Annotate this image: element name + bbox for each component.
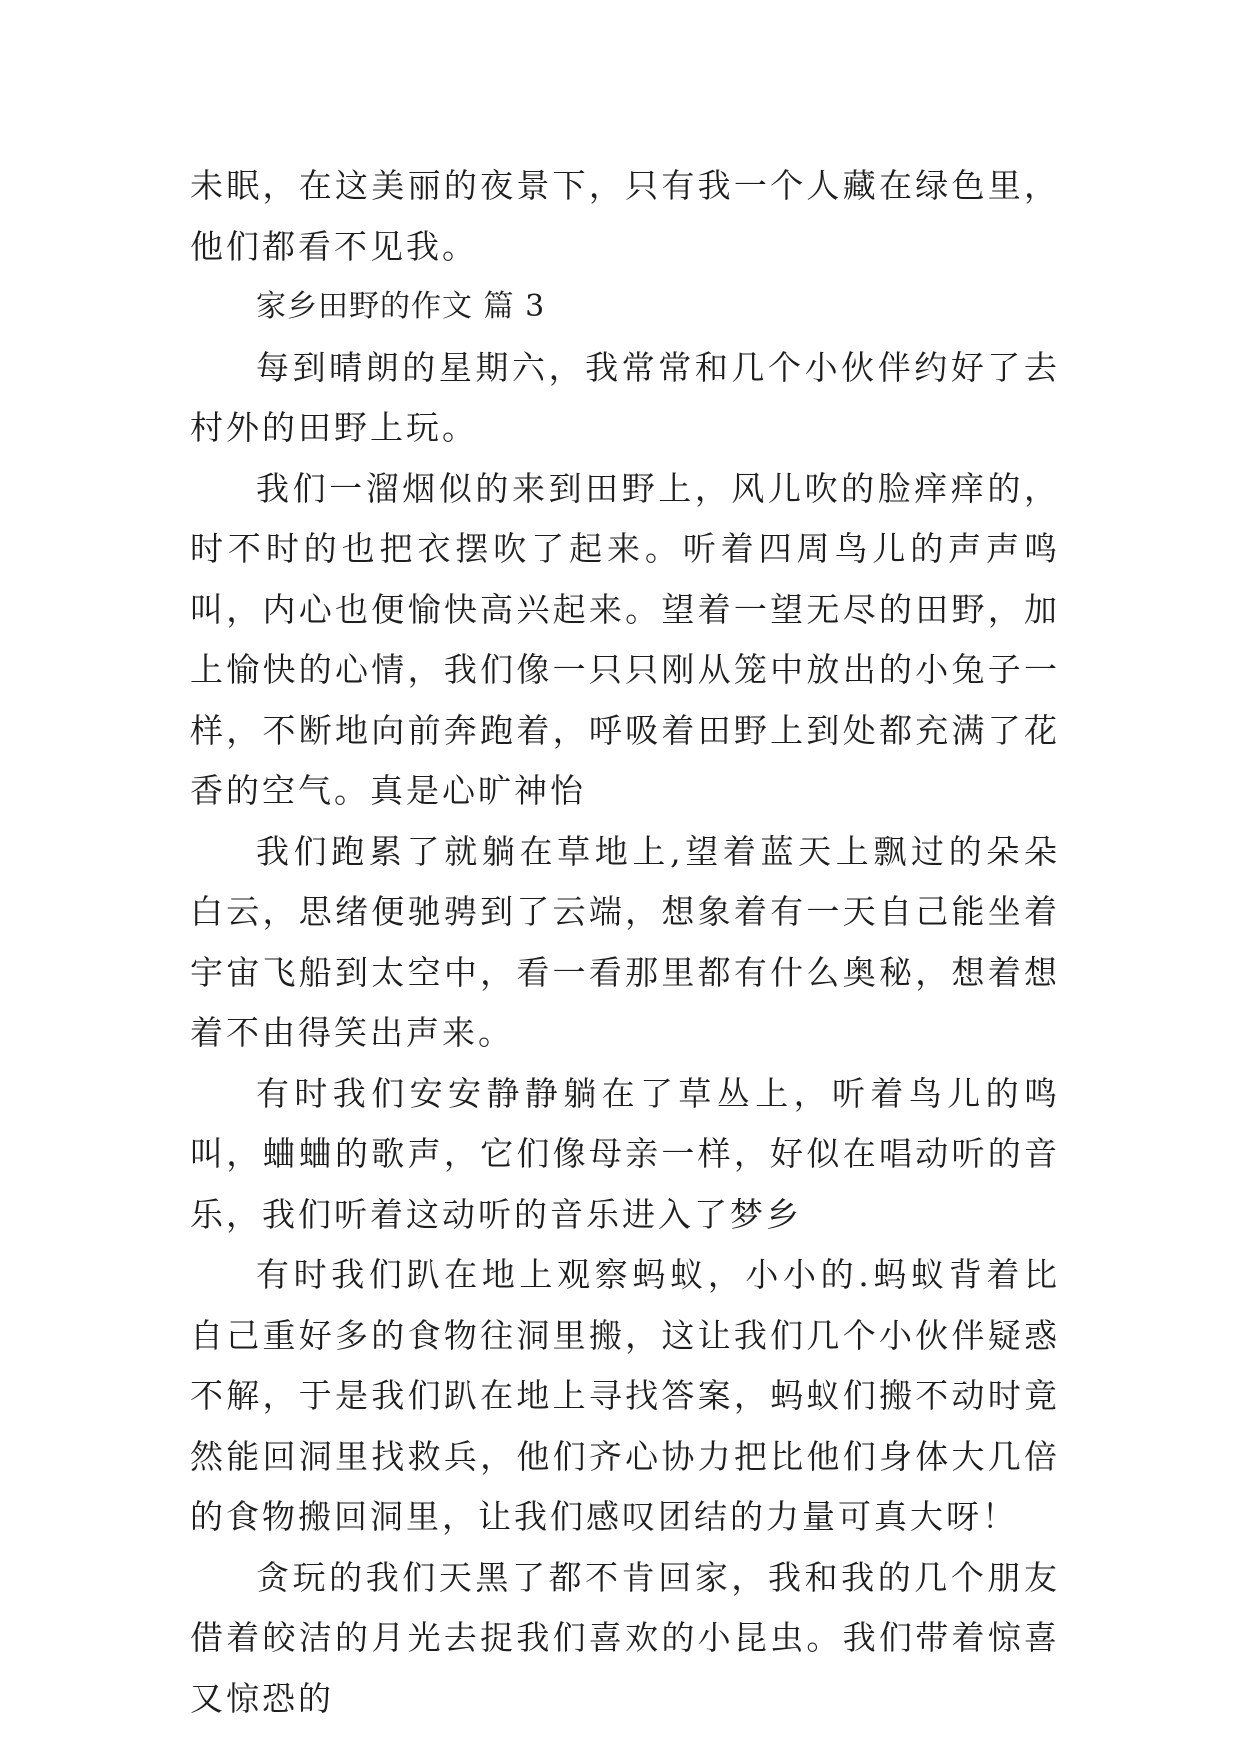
paragraph: 我们一溜烟似的来到田野上，风儿吹的脸痒痒的，时不时的也把衣摆吹了起来。听着四周鸟儿的声声鸣叫，内心也便愉快高兴起来。望着一望无尽的田野，加上愉快的心情，我们像一只只刚从笼中放出的小兔子一样，不断地向前奔跑着，呼吸着田野上到处都充满了花香的空气。真是心旷神怡 (190, 468, 1060, 810)
paragraph: 有时我们趴在地上观察蚂蚁，小小的.蚂蚁背着比自己重好多的食物往洞里搬，这让我们几个小伙伴疑惑不解，于是我们趴在地上寻找答案，蚂蚁们搬不动时竟然能回洞里找救兵，他们齐心协力把比他们身体大几倍的食物搬回洞里，让我们感叹团结的力量可真大呀！ (190, 1255, 1060, 1536)
document-body (190, 156, 1060, 1729)
section-heading: 家乡田野的作文 篇 3 (256, 289, 546, 324)
paragraph: 贪玩的我们天黑了都不肯回家，我和我的几个朋友借着皎洁的月光去捉我们喜欢的小昆虫。我们带着惊喜又惊恐的 (190, 1557, 1060, 1718)
paragraph: 我们跑累了就躺在草地上,望着蓝天上飘过的朵朵白云，思绪便驰骋到了云端，想象着有一天自己能坐着宇宙飞船到太空中，看一看那里都有什么奥秘，想着想着不由得笑出声来。 (190, 831, 1060, 1052)
paragraph-continuation: 未眠，在这美丽的夜景下，只有我一个人藏在绿色里，他们都看不见我。 (190, 166, 1060, 266)
paragraph: 有时我们安安静静躺在了草丛上，听着鸟儿的鸣叫，蛐蛐的歌声，它们像母亲一样，好似在唱动听的音乐，我们听着这动听的音乐进入了梦乡 (190, 1073, 1060, 1234)
paragraph: 每到晴朗的星期六，我常常和几个小伙伴约好了去村外的田野上玩。 (190, 347, 1060, 447)
